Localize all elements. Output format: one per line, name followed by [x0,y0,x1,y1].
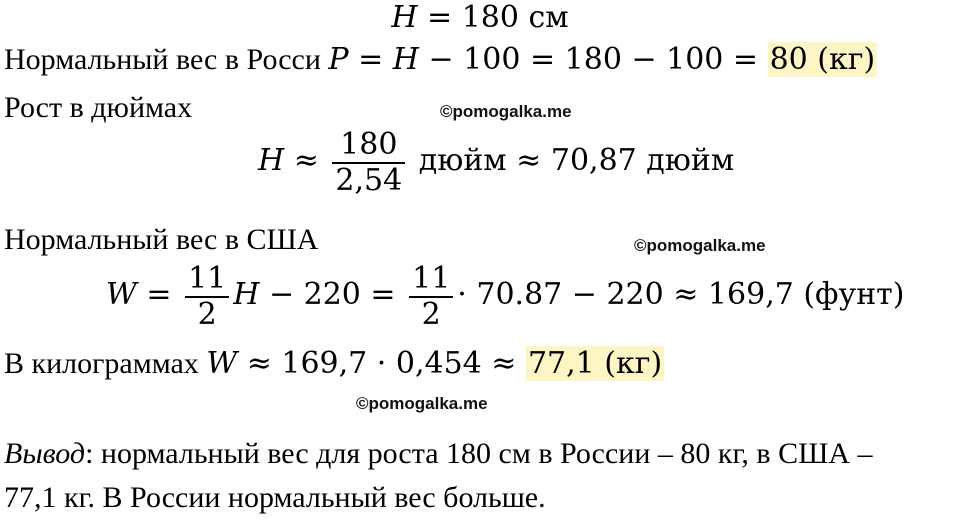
conclusion-line-2: 77,1 кг. В России нормальный вес больше. [4,481,546,514]
height-inches-heading: Рост в дюймах [4,91,193,124]
russia-weight-label: Нормальный вес в Росси [4,43,329,76]
equation-height [0,0,960,36]
usa-weight-heading: Нормальный вес в США [4,223,319,256]
fraction-numerator: 180 [332,128,405,164]
var-w: W [106,276,137,312]
watermark: ©pomogalka.me [634,236,766,255]
fraction-numerator: 11 [185,262,229,298]
fraction-11-over-2 [185,262,229,332]
equals-sign: = [136,276,182,312]
watermark: ©pomogalka.me [356,394,488,413]
usa-weight-equation [106,262,904,332]
conclusion-text-1: : нормальный вес для роста 180 см в России – 80 кг, в США – [85,437,873,470]
fraction-denominator: 2 [197,297,217,332]
usa-weight-result-kg: 77,1 (кг) [527,346,663,381]
fraction-denominator: 2,54 [335,163,403,198]
fraction-11-over-2 [409,262,453,332]
fraction-denominator: 2 [421,297,441,332]
kilograms-label: В килограммах [4,347,207,380]
height-value: = 180 см [417,0,569,35]
var-h: H [392,42,419,77]
fraction-180-over-254 [332,128,405,198]
usa-weight-mid-expression: − 220 = [259,276,406,312]
kilograms-line [4,346,664,382]
equals-sign: = [348,42,393,77]
russia-weight-line [4,42,877,78]
var-p: P [328,42,349,77]
watermark: ©pomogalka.me [440,102,572,121]
var-w: W [206,346,238,381]
var-h: H [391,0,418,35]
approx-sign: ≈ [284,142,329,178]
inches-equation [258,128,734,198]
russia-weight-expression: − 100 = 180 − 100 = [418,42,768,77]
fraction-numerator: 11 [409,262,453,298]
var-h: H [258,142,285,178]
var-h: H [233,276,260,312]
conclusion-label: Вывод [4,437,86,470]
inches-result: дюйм ≈ 70,87 дюйм [409,142,735,178]
usa-weight-result-pounds: · 70.87 − 220 ≈ 169,7 (фунт) [457,276,905,312]
russia-weight-result: 80 (кг) [769,42,876,77]
conclusion-line-1 [4,436,873,472]
kilograms-expression: ≈ 169,7 · 0,454 ≈ [237,346,526,381]
